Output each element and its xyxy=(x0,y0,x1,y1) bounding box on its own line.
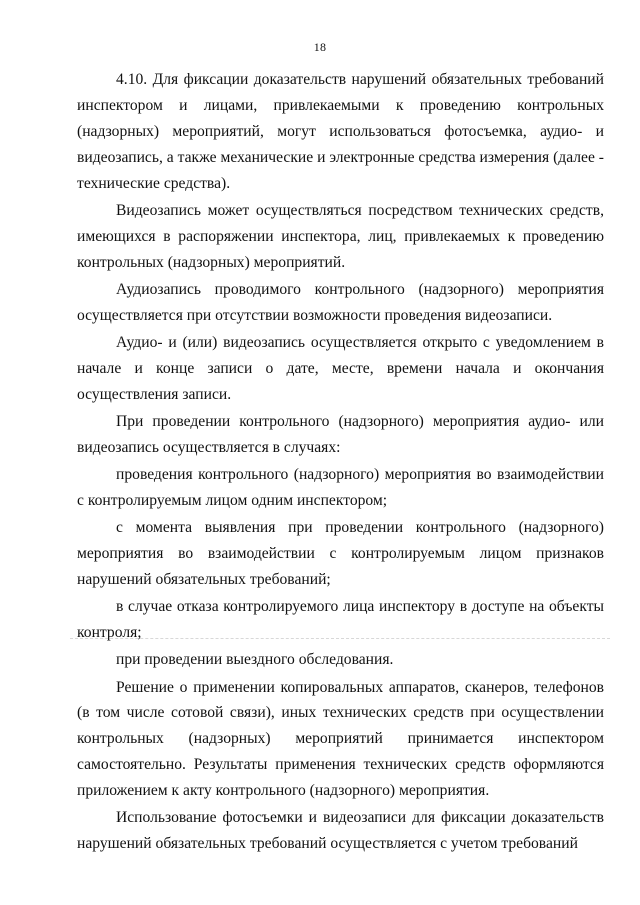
paragraph-open-recording: Аудио- и (или) видеозапись осуществляется открыто с уведомлением в начале и конце записи о дате, месте, времени начала и окончания осуществления записи. xyxy=(77,333,604,403)
page-number: 18 xyxy=(313,40,327,54)
paragraph-photo-video-usage: Использование фотосъемки и видеозаписи для фиксации доказательств нарушений обязательных требований осуществляется с учетом требований xyxy=(77,809,604,853)
paragraph-video-recording: Видеозапись может осуществляться посредством технических средств, имеющихся в распоряжении инспектора, лиц, привлекаемых к проведению контрольных (надзорных) мероприятий. xyxy=(77,201,604,271)
paragraph-recording-cases: При проведении контрольного (надзорного) мероприятия аудио- или видеозапись осуществляется в случаях: xyxy=(77,412,604,456)
list-item-field-survey: при проведении выездного обследования. xyxy=(116,651,394,669)
paragraph-4-10: 4.10. Для фиксации доказательств нарушений обязательных требований инспектором и лицами, привлекаемыми к проведению контрольных (надзорных) мероприятий, могут использоваться фотосъемка, аудио- и видеозапись, а также механические и электронные средства измерения (далее - технические средства). xyxy=(77,71,604,192)
paragraph-technical-means-decision: Решение о применении копировальных аппаратов, сканеров, телефонов (в том числе сотовой связи), иных технических средств при осуществлении контрольных (надзорных) мероприятий принимается инспектором самостоятельно. Результаты применения технических средств оформляются приложением к акту контрольного (надзорного) мероприятия. xyxy=(77,678,604,800)
paragraph-audio-recording: Аудиозапись проводимого контрольного (надзорного) мероприятия осуществляется при отсутствии возможности проведения видеозаписи. xyxy=(77,280,604,324)
document-body xyxy=(77,67,604,858)
list-item-access-refusal: в случае отказа контролируемого лица инспектору в доступе на объекты контроля; xyxy=(77,598,604,642)
list-item-violation-detected: с момента выявления при проведении контрольного (надзорного) мероприятия во взаимодействии с контролируемым лицом признаков нарушений обязательных требований; xyxy=(77,519,604,588)
list-item-single-inspector: проведения контрольного (надзорного) мероприятия во взаимодействии с контролируемым лицом одним инспектором; xyxy=(77,466,604,509)
